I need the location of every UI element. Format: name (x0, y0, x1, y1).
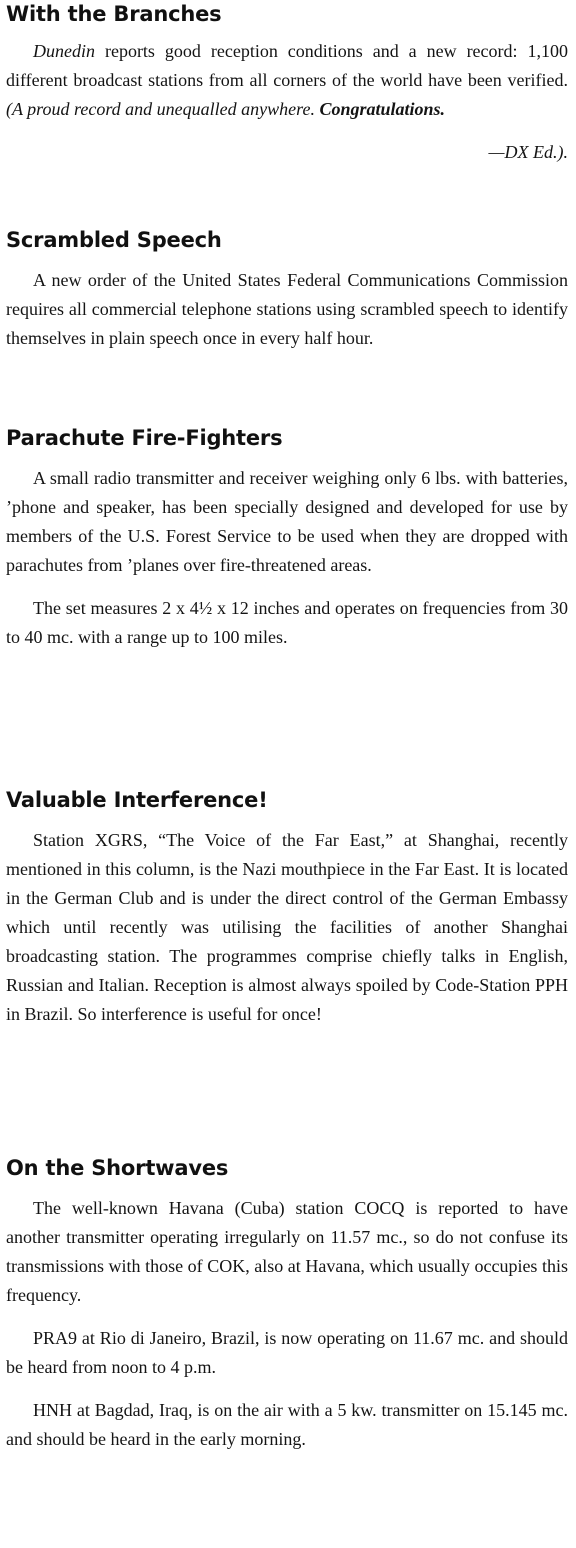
place-name: Dunedin (33, 41, 95, 61)
paragraph-text: reports good reception conditions and a new record: 1,100 different broadcast stations from all corners of the world have been verified. (6, 41, 568, 90)
section-with-the-branches (6, 0, 568, 167)
editor-signature: —DX Ed.). (488, 142, 568, 162)
section-paragraph: The well-known Havana (Cuba) station COCQ is reported to have another transmitter operating irregularly on 11.57 mc., so do not confuse its transmissions with those of COK, also at Havana, which usually occupies this frequency. (6, 1198, 568, 1305)
section-on-the-shortwaves (6, 1154, 568, 1454)
editor-note: (A proud record and unequalled anywhere. (6, 99, 320, 119)
section-paragraph: HNH at Bagdad, Iraq, is on the air with a 5 kw. transmitter on 15.145 mc. and should be heard in the early morning. (6, 1400, 568, 1449)
section-paragraph (6, 37, 568, 124)
section-heading: Valuable Interference! (6, 788, 268, 812)
section-paragraph: A small radio transmitter and receiver weighing only 6 lbs. with batteries, ’phone and speaker, has been specially designed and developed for use by members of the U.S. Forest Service to be used when they are dropped with parachutes from ’planes over fire-threatened areas. (6, 468, 568, 575)
section-paragraph: PRA9 at Rio di Janeiro, Brazil, is now operating on 11.67 mc. and should be heard from noon to 4 p.m. (6, 1328, 568, 1377)
section-paragraph: Station XGRS, “The Voice of the Far East,” at Shanghai, recently mentioned in this column, is the Nazi mouthpiece in the Far East. It is located in the German Club and is under the direct control of the German Embassy which until recently was utilising the facilities of another Shanghai broadcasting station. The programmes comprise chiefly talks in English, Russian and Italian. Reception is almost always spoiled by Code-Station PPH in Brazil. So interference is useful for once! (6, 830, 568, 1024)
section-heading: On the Shortwaves (6, 1156, 229, 1180)
section-heading: With the Branches (6, 2, 222, 26)
section-heading: Scrambled Speech (6, 228, 222, 252)
section-paragraph: The set measures 2 x 4½ x 12 inches and operates on frequencies from 30 to 40 mc. with a range up to 100 miles. (6, 598, 568, 647)
section-heading: Parachute Fire-Fighters (6, 426, 283, 450)
editor-note-emphasis: Congratulations. (319, 99, 446, 119)
section-parachute-fire-fighters (6, 424, 568, 652)
section-paragraph: A new order of the United States Federal Communications Commission requires all commercial telephone stations using scrambled speech to identify themselves in plain speech once in every half hour. (6, 270, 568, 348)
section-valuable-interference (6, 786, 568, 1029)
section-scrambled-speech (6, 226, 568, 353)
